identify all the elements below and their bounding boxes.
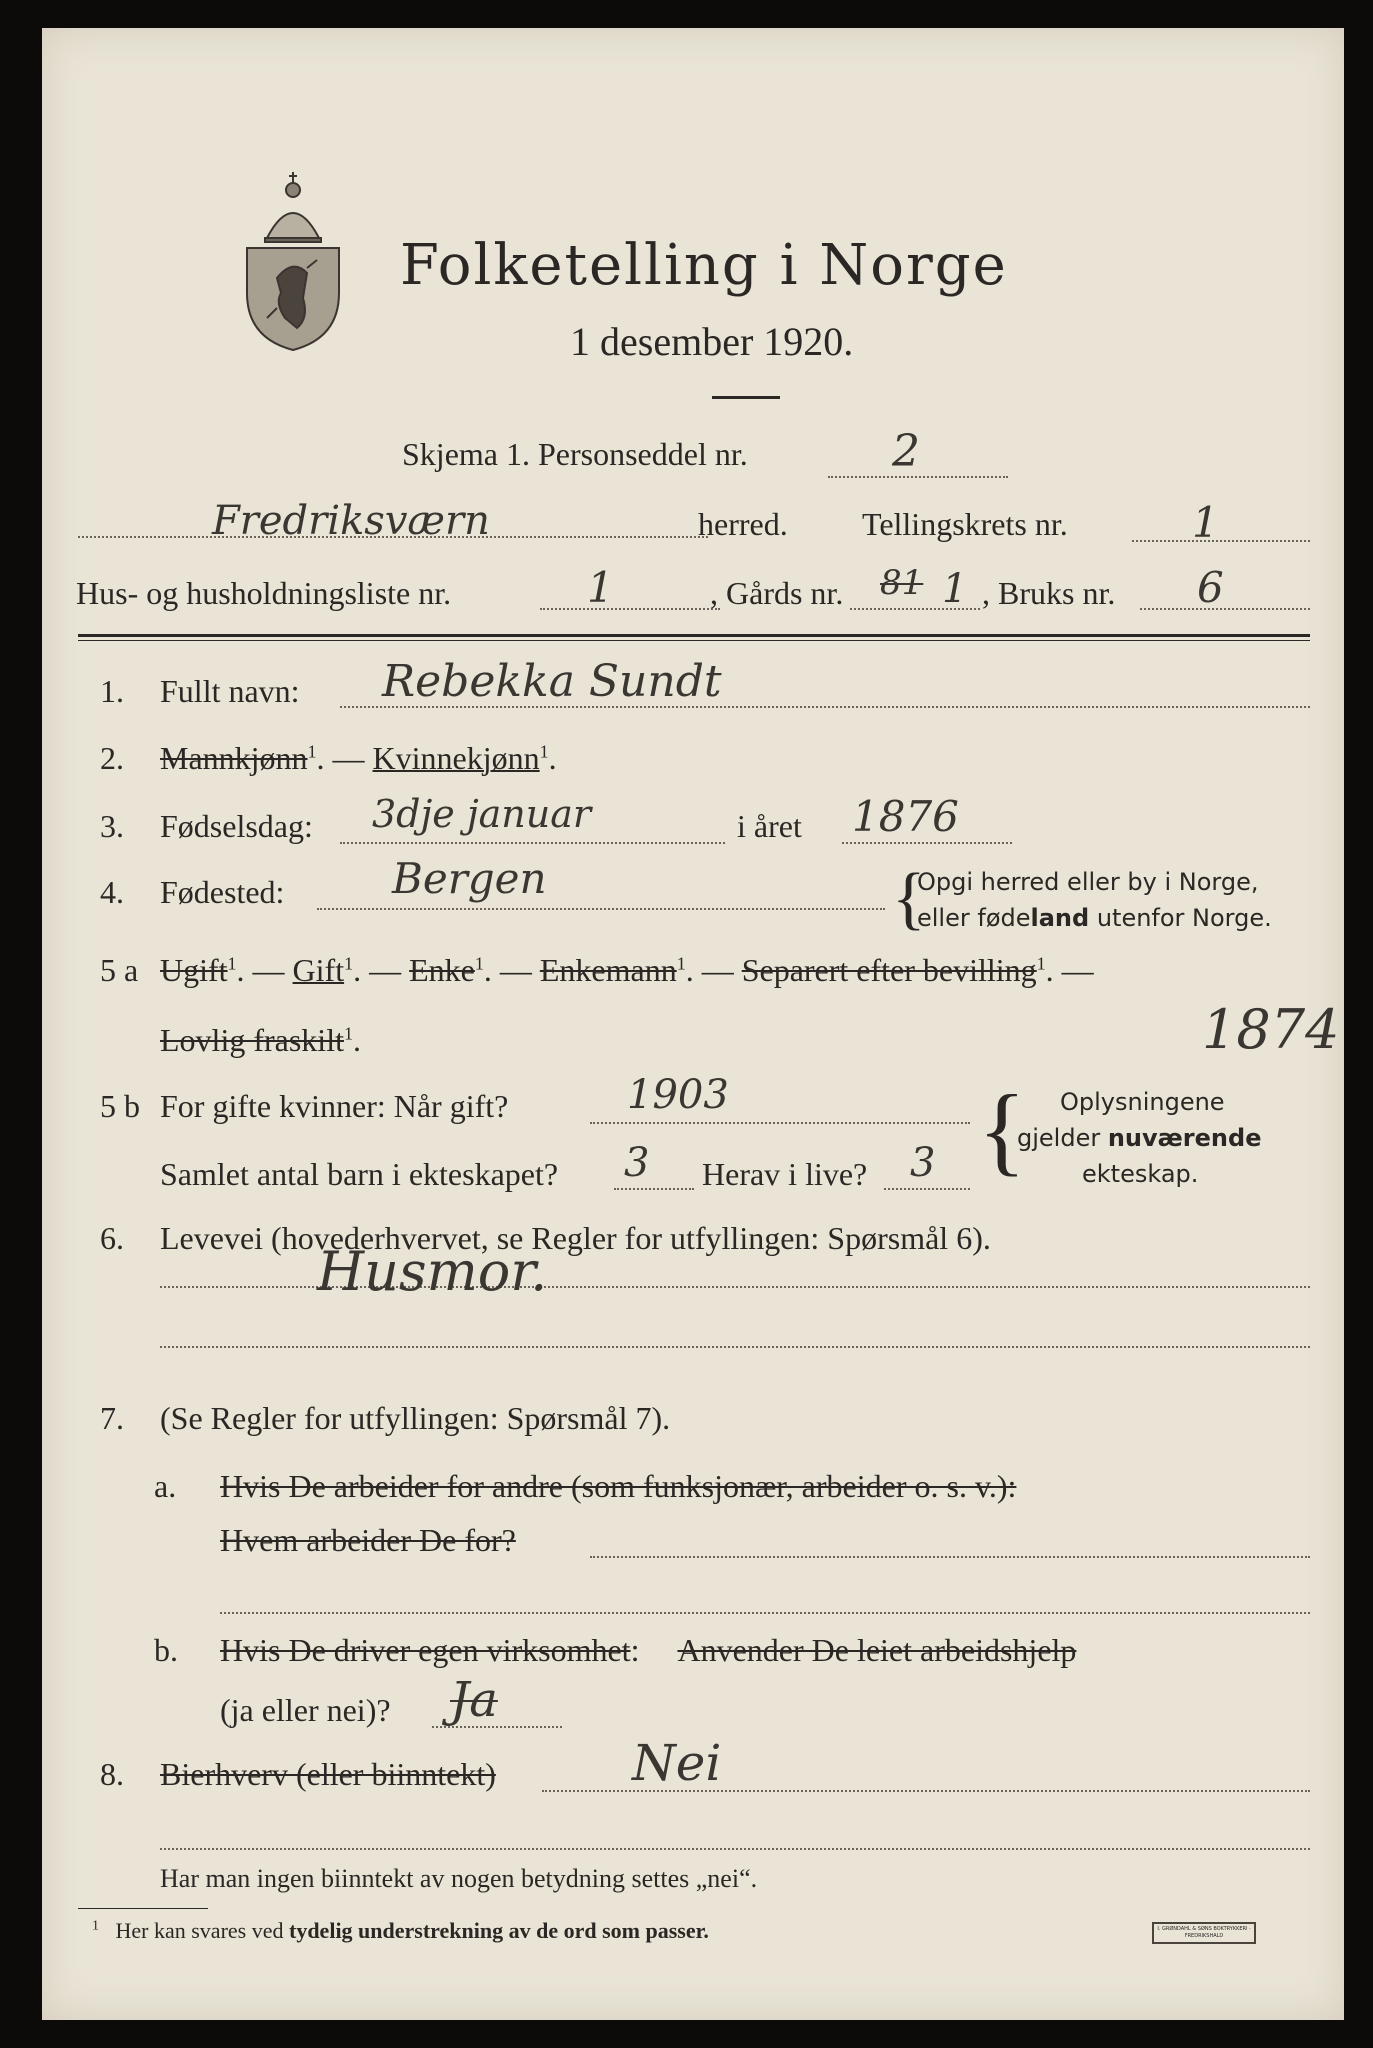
q8-label: Bierhverv (eller biinntekt) (160, 1756, 496, 1792)
q5b-children-value: 3 (624, 1140, 650, 1186)
q5b-alive-label: Herav i live? (702, 1156, 868, 1192)
bruks-value: 6 (1197, 563, 1224, 612)
q2-sep: . — (316, 740, 365, 776)
q5a-margin-note: 1874 (1202, 998, 1340, 1061)
q5a-dash5: . — (1045, 952, 1094, 988)
q4-note-2a: eller føde (917, 904, 1031, 932)
q5a-ugift: Ugift (160, 952, 228, 988)
printer-stamp-text: I. GRØNDAHL & SØNS BOKTRYKKERI · FREDRIKSHALD (1157, 1926, 1251, 1939)
tellingskrets-dotline (1132, 540, 1310, 542)
q5a-enkemann: Enkemann (539, 952, 677, 988)
herred-value: Fredriksværn (212, 498, 490, 544)
q4-value: Bergen (392, 854, 547, 903)
census-date: 1 desember 1920. (570, 319, 854, 364)
q5a-number: 5 a (100, 952, 139, 988)
q4-dotline (317, 908, 885, 910)
q7a-text: Hvis De arbeider for andre (som funksjonær, arbeider o. s. v.): (220, 1468, 1017, 1504)
q5b-children-label: Samlet antal barn i ekteskapet? (160, 1156, 559, 1192)
q5b-alive-dotline (884, 1188, 970, 1190)
gards-label: , Gårds nr. (710, 575, 844, 611)
q4-label: Fødested: (160, 874, 285, 910)
q5a-separert: Separert efter bevilling (741, 952, 1037, 988)
q5a-dash1: . — (236, 952, 285, 988)
q5a-dash3: . — (483, 952, 532, 988)
tellingskrets-label: Tellingskrets nr. (862, 506, 1068, 542)
q4-note-2c: utenfor Norge. (1089, 904, 1272, 932)
husholdningsliste-dotline (540, 608, 720, 610)
bruks-dotline (1140, 608, 1310, 610)
q5b-children-dotline (614, 1188, 694, 1190)
q3-day-dotline (340, 842, 725, 844)
q1-value: Rebekka Sundt (382, 656, 722, 707)
footnote (92, 1918, 709, 1944)
footnote-text-a: Her kan svares ved (115, 1918, 289, 1943)
q5b-alive-value: 3 (910, 1140, 936, 1186)
q7b-question: (ja eller nei)? (220, 1692, 391, 1728)
q5b-note-2b: nuværende (1107, 1124, 1262, 1152)
q2-sup1: 1 (307, 741, 317, 762)
q5b-note-2 (1017, 1124, 1261, 1152)
form-title: Folketelling i Norge (400, 233, 1008, 298)
q5b-note-2a: gjelder (1017, 1124, 1108, 1152)
q5a-lovlig-fraskilt: Lovlig fraskilt (160, 1022, 344, 1058)
q5a-sup: 1 (676, 953, 686, 974)
q7a-question: Hvem arbeider De for? (220, 1522, 516, 1558)
q4-note-2 (917, 904, 1272, 932)
q6-number: 6. (100, 1220, 124, 1256)
q4-note-2b: land (1030, 904, 1090, 932)
header-rule-thick (78, 634, 1310, 637)
q5b-number: 5 b (100, 1088, 140, 1124)
q3-year-dotline (842, 842, 1012, 844)
q7-label: (Se Regler for utfyllingen: Spørsmål 7). (160, 1400, 671, 1436)
q5a-enke: Enke (409, 952, 475, 988)
q7-number: 7. (100, 1400, 124, 1436)
q3-year-label: i året (737, 808, 802, 844)
q5b-married-dotline (590, 1122, 970, 1124)
q8-dotline-2 (160, 1848, 1310, 1850)
q2-end: . (548, 740, 557, 776)
q4-number: 4. (100, 874, 124, 910)
q6-label: Levevei (hovederhvervet, se Regler for utfyllingen: Spørsmål 6). (160, 1220, 991, 1256)
q6-value: Husmor. (317, 1240, 548, 1303)
q7a-number: a. (154, 1468, 177, 1504)
q7b-number: b. (154, 1632, 178, 1668)
q1-label: Fullt navn: (160, 673, 300, 709)
q5a-sup: 1 (227, 953, 237, 974)
q3-number: 3. (100, 808, 124, 844)
census-form (42, 28, 1344, 2020)
q5a-sup: 1 (344, 953, 354, 974)
gards-struck-value: 81 (880, 563, 924, 603)
q1-number: 1. (100, 673, 124, 709)
q5a-dash4: . — (685, 952, 734, 988)
footnote-text-c: av de ord som passer. (503, 1918, 709, 1943)
title-divider (712, 396, 780, 399)
schema-number-value: 2 (892, 426, 920, 477)
q5a-options (160, 952, 1094, 989)
q5a-sup: 1 (1036, 953, 1046, 974)
q5b-note-3: ekteskap. (1082, 1160, 1199, 1188)
schema-label: Skjema 1. Personseddel nr. (402, 436, 748, 472)
q5a-gift: Gift (292, 952, 345, 988)
q2-number: 2. (100, 740, 124, 776)
q7b-text2: Anvender De leiet arbeidshjelp (677, 1632, 1077, 1668)
q5b-married-value: 1903 (627, 1072, 729, 1118)
q5b-note-1: Oplysningene (1060, 1088, 1225, 1116)
q5b-label: For gifte kvinner: Når gift? (160, 1088, 509, 1124)
q5a-sup: 1 (343, 1023, 353, 1044)
q2-mannkjonn: Mannkjønn (160, 740, 308, 776)
tellingskrets-value: 1 (1192, 498, 1219, 547)
q8-value: Nei (632, 1734, 722, 1792)
q2-sup2: 1 (539, 741, 549, 762)
herred-label: herred. (698, 506, 788, 542)
gards-value: 1 (942, 566, 968, 612)
bruks-label: , Bruks nr. (982, 575, 1116, 611)
header-rule-thin (78, 640, 1310, 641)
q7a-dotline-2 (220, 1612, 1310, 1614)
q2-kvinnekjonn: Kvinnekjønn (372, 740, 540, 776)
husholdningsliste-label: Hus- og husholdningsliste nr. (76, 575, 452, 611)
q4-note-1: Opgi herred eller by i Norge, (917, 868, 1259, 896)
q7a-dotline-1 (590, 1556, 1310, 1558)
q8-number: 8. (100, 1756, 124, 1792)
biinntekt-note: Har man ingen biinntekt av nogen betydning settes „nei“. (160, 1864, 758, 1893)
footnote-rule (78, 1908, 208, 1909)
q5a-options-line2: Lovlig fraskilt$^1$. (160, 1022, 361, 1058)
q2-options (160, 740, 557, 777)
footnote-number: 1 (92, 1918, 99, 1934)
q6-dotline-2 (160, 1346, 1310, 1348)
footnote-text-b: tydelig understrekning (289, 1918, 504, 1943)
q5a-dash2: . — (353, 952, 402, 988)
q4-brace: { (892, 860, 926, 937)
printer-stamp (1152, 1922, 1256, 1944)
q7b-value: Ja (450, 1672, 498, 1728)
q7b-text-line (220, 1632, 1076, 1669)
q3-year-value: 1876 (852, 792, 959, 841)
coat-of-arms-icon (237, 168, 349, 357)
q3-label: Fødselsdag: (160, 808, 313, 844)
q3-day-value: 3dje januar (372, 792, 592, 836)
q5b-brace: { (978, 1074, 1026, 1185)
husholdningsliste-value: 1 (587, 563, 614, 612)
q7b-text: Hvis De driver egen virksomhet (220, 1632, 631, 1668)
q7b-colon: : (630, 1632, 640, 1668)
q5a-sup: 1 (474, 953, 484, 974)
